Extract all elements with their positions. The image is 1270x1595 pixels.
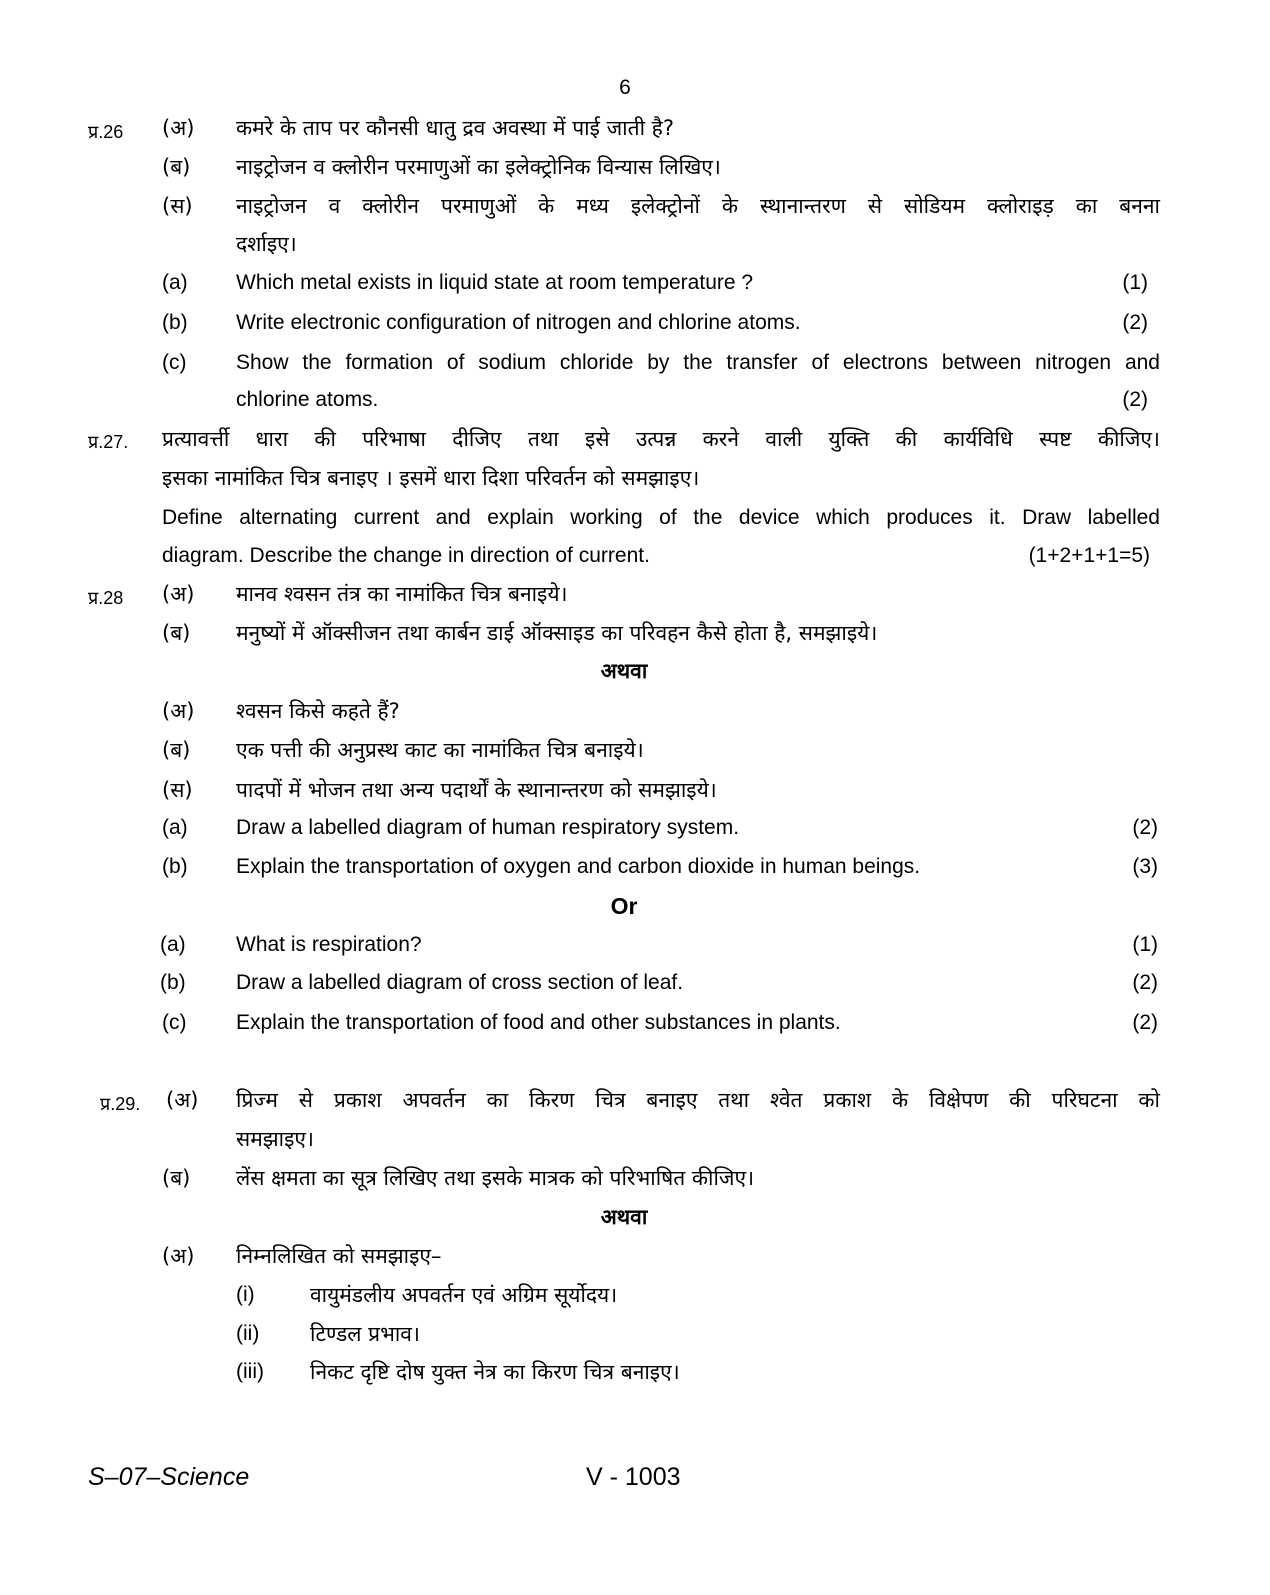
q29-hi-a-text-1: प्रिज्म से प्रकाश अपवर्तन का किरण चित्र बनाइए तथा श्वेत प्रकाश के विक्षेपण की परिघटना को (236, 1088, 1160, 1112)
q26-hi-c-label: (स) (162, 194, 193, 218)
q26-en-a-label: (a) (162, 271, 188, 294)
q28-en-alt-a-text: What is respiration? (236, 933, 422, 956)
q26-en-b-label: (b) (162, 311, 188, 334)
question-number-29: प्र.29. (100, 1094, 141, 1114)
q28-en-b-text: Explain the transportation of oxygen and carbon dioxide in human beings. (236, 855, 921, 878)
q28-en-alt-b-label: (b) (160, 971, 186, 994)
q26-en-b-text: Write electronic configuration of nitrogen and chlorine atoms. (236, 311, 801, 334)
q28-en-alt-c-label: (c) (162, 1011, 187, 1034)
q26-en-c-text-1: Show the formation of sodium chloride by the transfer of electrons between nitrogen and (236, 351, 1160, 374)
question-number-26: प्र.26 (88, 122, 124, 142)
q28-en-alt-c-marks: (2) (1132, 1011, 1158, 1034)
q26-en-a-text: Which metal exists in liquid state at room temperature ? (236, 271, 754, 294)
q29-sub-iii-label: (iii) (236, 1360, 264, 1383)
q26-hi-c-text-1: नाइट्रोजन व क्लोरीन परमाणुओं के मध्य इलेक्ट्रोनों के स्थानान्तरण से सोडियम क्लोराइड़ का बनना (236, 194, 1160, 218)
q26-en-b-marks: (2) (1122, 311, 1148, 334)
q28-en-alt-a-label: (a) (160, 933, 186, 956)
q26-en-a-marks: (1) (1122, 271, 1148, 294)
q29-hi-a-label: (अ) (166, 1088, 199, 1112)
q27-hi-text-1: प्रत्यावर्त्ती धारा की परिभाषा दीजिए तथा इसे उत्पन्न करने वाली युक्ति की कार्यविधि स्पष्ट कीजिए। (162, 427, 1160, 451)
question-number-28: प्र.28 (88, 588, 124, 608)
q29-or-hindi: अथवा (600, 1205, 648, 1229)
q29-sub-i-text: वायुमंडलीय अपवर्तन एवं अग्रिम सूर्योदय। (310, 1283, 618, 1307)
q28-hi-b-text: मनुष्यों में ऑक्सीजन तथा कार्बन डाई ऑक्साइड का परिवहन कैसे होता है, समझाइये। (236, 621, 878, 645)
q26-hi-b-text: नाइट्रोजन व क्लोरीन परमाणुओं का इलेक्ट्रोनिक विन्यास लिखिए। (236, 155, 721, 179)
q28-en-a-label: (a) (162, 816, 188, 839)
q28-hi-alt-c-text: पादपों में भोजन तथा अन्य पदार्थों के स्थानान्तरण को समझाइये। (236, 778, 717, 802)
q28-hi-alt-a-label: (अ) (162, 699, 195, 723)
q28-en-a-text: Draw a labelled diagram of human respiratory system. (236, 816, 740, 839)
q29-hi-a-text-2: समझाइए। (236, 1127, 314, 1151)
q28-hi-alt-c-label: (स) (162, 778, 193, 802)
q28-hi-alt-b-text: एक पत्ती की अनुप्रस्थ काट का नामांकित चित्र बनाइये। (236, 738, 644, 762)
q26-en-c-label: (c) (162, 351, 187, 374)
footer-subject-code: S–07–Science (88, 1463, 250, 1491)
q28-en-alt-b-text: Draw a labelled diagram of cross section of leaf. (236, 971, 684, 994)
q29-alt-text: निम्नलिखित को समझाइए– (236, 1244, 442, 1268)
q28-en-alt-c-text: Explain the transportation of food and other substances in plants. (236, 1011, 841, 1034)
q29-hi-b-text: लेंस क्षमता का सूत्र लिखिए तथा इसके मात्रक को परिभाषित कीजिए। (236, 1166, 755, 1190)
q29-hi-b-label: (ब) (162, 1166, 191, 1190)
q28-hi-b-label: (ब) (162, 621, 191, 645)
q27-en-text-2: diagram. Describe the change in direction of current. (162, 544, 650, 567)
question-number-27: प्र.27. (88, 432, 129, 452)
q29-alt-label: (अ) (162, 1244, 195, 1268)
q26-en-c-marks: (2) (1122, 388, 1148, 411)
q28-hi-alt-a-text: श्वसन किसे कहते हैं? (236, 699, 400, 723)
q26-en-c-text-2: chlorine atoms. (236, 388, 379, 411)
q29-sub-i-label: (i) (236, 1283, 255, 1306)
q28-en-alt-b-marks: (2) (1132, 971, 1158, 994)
page-number: 6 (619, 76, 631, 99)
q28-en-b-label: (b) (162, 855, 188, 878)
q28-or-english: Or (610, 893, 638, 919)
q26-hi-a-text: कमरे के ताप पर कौनसी धातु द्रव अवस्था में पाई जाती है? (236, 116, 674, 140)
q29-sub-ii-label: (ii) (236, 1322, 260, 1345)
q27-en-text-1: Define alternating current and explain working of the device which produces it. Draw labelled (162, 506, 1160, 529)
q26-hi-b-label: (ब) (162, 155, 191, 179)
q28-hi-a-label: (अ) (162, 582, 195, 606)
q28-en-alt-a-marks: (1) (1132, 933, 1158, 956)
q26-hi-c-text-2: दर्शाइए। (236, 232, 297, 256)
q29-sub-iii-text: निकट दृष्टि दोष युक्त नेत्र का किरण चित्र बनाइए। (310, 1360, 680, 1384)
q28-or-hindi: अथवा (600, 659, 648, 683)
footer-paper-code: V - 1003 (586, 1463, 681, 1491)
q27-marks: (1+2+1+1=5) (1028, 544, 1150, 567)
q26-hi-a-label: (अ) (162, 116, 195, 140)
q28-hi-alt-b-label: (ब) (162, 738, 191, 762)
q28-en-a-marks: (2) (1132, 816, 1158, 839)
q27-hi-text-2: इसका नामांकित चित्र बनाइए । इसमें धारा दिशा परिवर्तन को समझाइए। (162, 466, 700, 490)
q28-en-b-marks: (3) (1132, 855, 1158, 878)
q28-hi-a-text: मानव श्वसन तंत्र का नामांकित चित्र बनाइये। (236, 582, 568, 606)
q29-sub-ii-text: टिण्डल प्रभाव। (310, 1322, 420, 1346)
